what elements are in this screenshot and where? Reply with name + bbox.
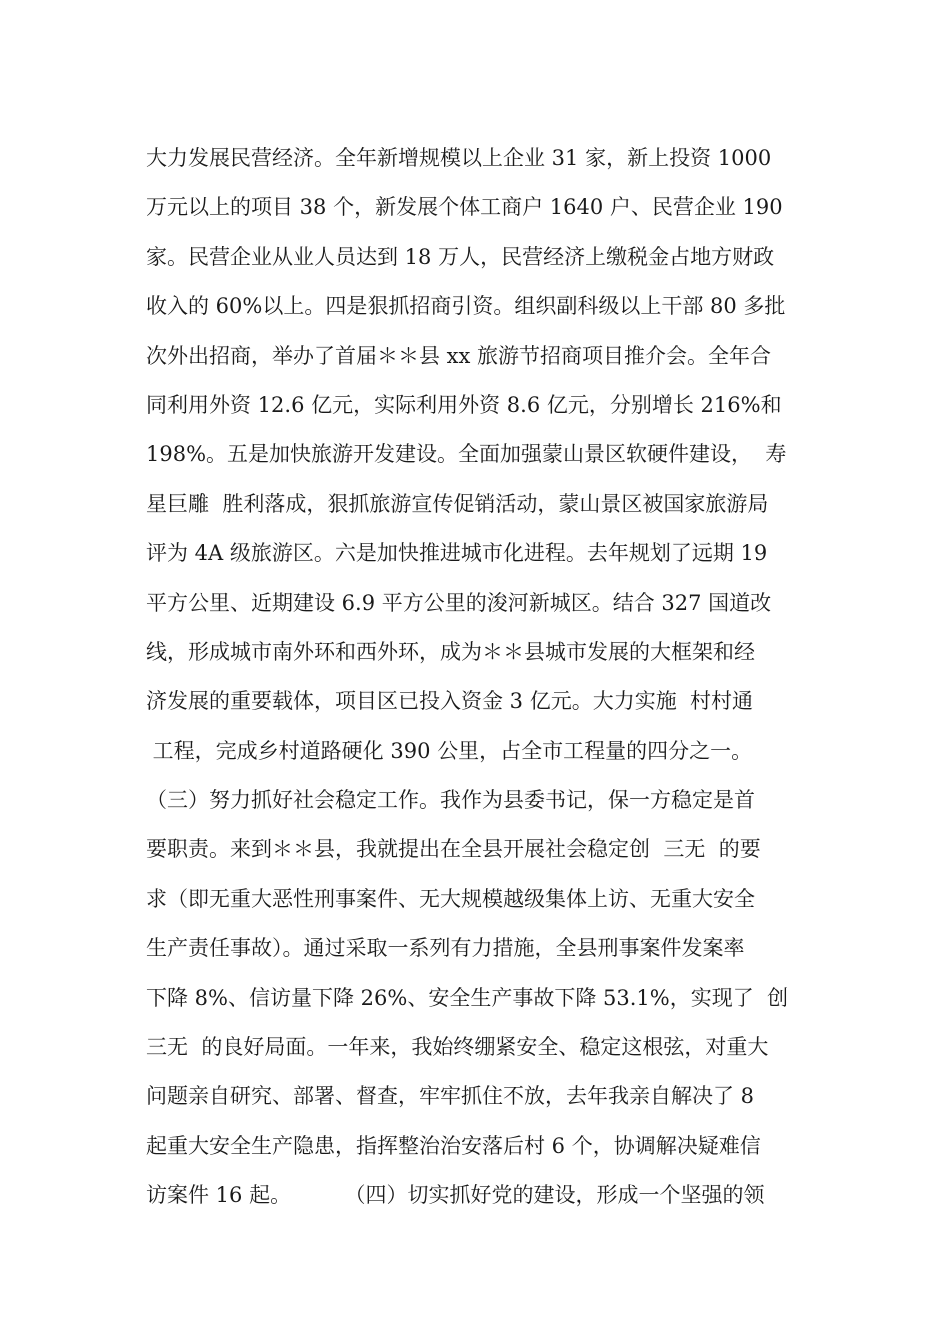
text-line: 同利用外资 12.6 亿元，实际利用外资 8.6 亿元，分别增长 216%和 [146, 392, 782, 417]
text-line: 下降 8%、信访量下降 26%、安全生产事故下降 53.1%，实现了 创 [146, 985, 789, 1010]
text-line: 平方公里、近期建设 6.9 平方公里的浚河新城区。结合 327 国道改 [146, 590, 772, 615]
text-line: 要职责。来到＊＊县，我就提出在全县开展社会稳定创 三无 的要 [146, 837, 761, 862]
text-line: 万元以上的项目 38 个，新发展个体工商户 1640 户、民营企业 190 [146, 195, 783, 220]
text-line: 三无 的良好局面。一年来，我始终绷紧安全、稳定这根弦，对重大 [146, 1035, 769, 1060]
text-line: 大力发展民营经济。全年新增规模以上企业 31 家，新上投资 1000 [146, 146, 772, 170]
text-line: 生产责任事故）。通过采取一系列有力措施，全县刑事案件发案率 [146, 936, 745, 961]
text-line: 家。民营企业从业人员达到 18 万人，民营经济上缴税金占地方财政 [146, 244, 775, 269]
text-line: （三）努力抓好社会稳定工作。我作为县委书记，保一方稳定是首 [146, 788, 755, 813]
text-line: 198%。五是加快旅游开发建设。全面加强蒙山景区软硬件建设， 寿 [146, 442, 787, 467]
text-line: 济发展的重要载体，项目区已投入资金 3 亿元。大力实施 村村通 [146, 689, 754, 714]
text-line: 收入的 60%以上。四是狠抓招商引资。组织副科级以上干部 80 多批 [146, 294, 786, 319]
body-text [146, 134, 806, 1221]
text-line: 评为 4A 级旅游区。六是加快推进城市化进程。去年规划了远期 19 [146, 541, 768, 566]
text-line: 工程，完成乡村道路硬化 390 公里，占全市工程量的四分之一。 [146, 738, 753, 763]
text-line: 求（即无重大恶性刑事案件、无大规模越级集体上访、无重大安全 [146, 886, 755, 911]
text-line: 访案件 16 起。 （四）切实抓好党的建设，形成一个坚强的领 [146, 1183, 765, 1208]
text-line: 星巨雕 胜利落成，狠抓旅游宣传促销活动，蒙山景区被国家旅游局 [146, 491, 769, 516]
text-line: 次外出招商，举办了首届＊＊县 xx 旅游节招商项目推介会。全年合 [146, 343, 772, 368]
text-line: 起重大安全生产隐患，指挥整治治安落后村 6 个，协调解决疑难信 [146, 1133, 761, 1158]
text-line: 问题亲自研究、部署、督查，牢牢抓住不放，去年我亲自解决了 8 [146, 1084, 755, 1109]
text-line: 线，形成城市南外环和西外环，成为＊＊县城市发展的大框架和经 [146, 639, 755, 664]
